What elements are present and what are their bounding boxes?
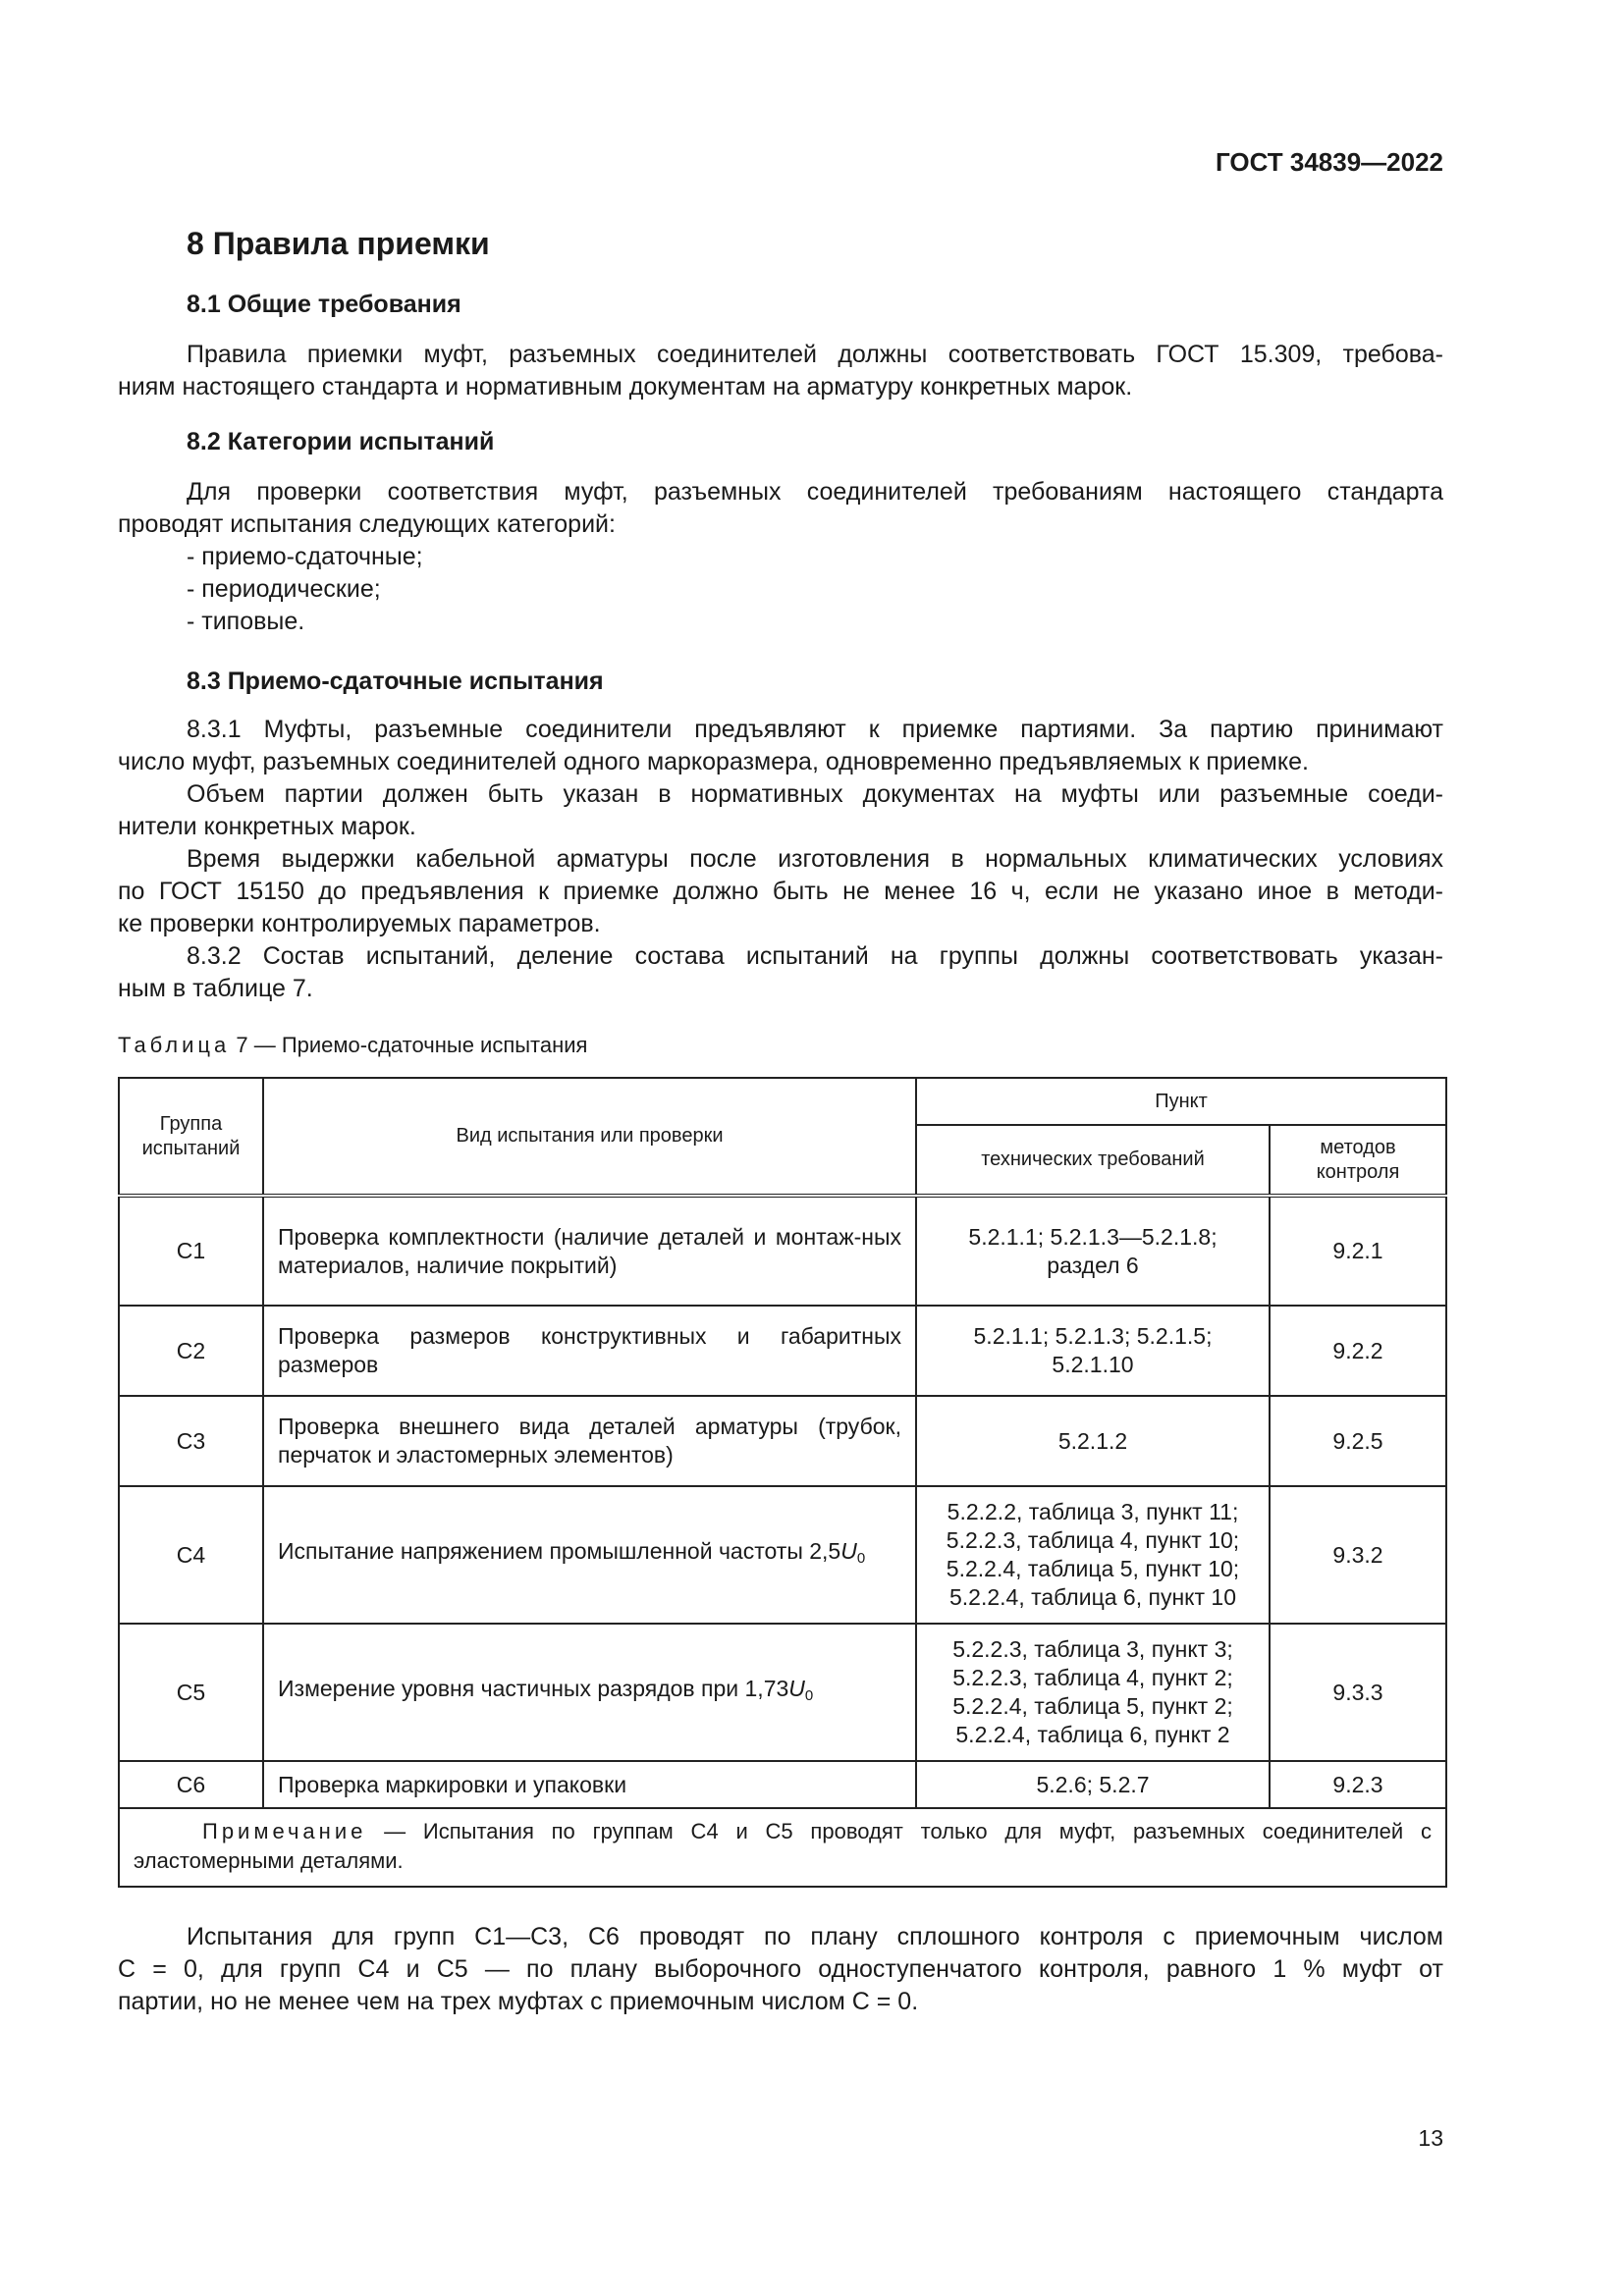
text-line: ниям настоящего стандарта и нормативным документам на арматуру конкретных марок. [118,373,1133,400]
cell-method: 9.2.2 [1270,1306,1446,1396]
text-line: Для проверки соответствия муфт, разъемных соединителей требованиям настоящего стандарта [187,478,1443,506]
header-tech: технических требований [916,1125,1270,1196]
list-item: - типовые. [187,608,305,635]
table-header-row [119,1078,1446,1125]
text-line: ке проверки контролируемых параметров. [118,910,601,937]
cell-tech [916,1196,1270,1306]
cell-desc [263,1624,916,1761]
desc-text: Измерение уровня частичных разрядов при 1,73 [278,1676,789,1701]
paragraph-8-1 [118,339,1443,403]
page-number: 13 [1418,2125,1443,2151]
text-line: ным в таблице 7. [118,975,313,1002]
list-item: - приемо-сдаточные; [187,543,423,570]
text-line: число муфт, разъемных соединителей одного маркоразмера, одновременно предъявляемых к приемке. [118,748,1309,775]
list-item: - периодические; [187,575,381,603]
table-row [119,1306,1446,1396]
table-row [119,1396,1446,1486]
tech-line: 5.2.2.3, таблица 3, пункт 3; [952,1636,1233,1662]
note-word: Примечание [202,1819,367,1843]
cell-desc: Проверка комплектности (наличие деталей и монтаж-ных материалов, наличие покрытий) [263,1196,916,1306]
tech-line: 5.2.2.4, таблица 6, пункт 2 [955,1722,1230,1747]
text-line: Испытания для групп С1—С3, С6 проводят по плану сплошного контроля с приемочным числом [187,1923,1443,1950]
header-point: Пункт [916,1078,1446,1125]
cell-method: 9.2.3 [1270,1761,1446,1808]
text-line: Время выдержки кабельной арматуры после изготовления в нормальных климатических условиях [187,845,1443,873]
table-caption-text: 7 — Приемо-сдаточные испытания [230,1033,588,1057]
table-caption [118,1033,587,1058]
text-line: по ГОСТ 15150 до предъявления к приемке должно быть не менее 16 ч, если не указано иное в методи- [118,878,1443,905]
table-note-row [119,1808,1446,1887]
table-row [119,1196,1446,1306]
cell-tech [916,1761,1270,1808]
cell-group: С3 [119,1396,263,1486]
section-title: 8 Правила приемки [187,226,490,261]
paragraph-after-table [118,1921,1443,2018]
cell-tech [916,1624,1270,1761]
cell-tech [916,1396,1270,1486]
cell-desc: Проверка размеров конструктивных и габаритных размеров [263,1306,916,1396]
text-line: 8.3.2 Состав испытаний, деление состава испытаний на группы должны соответствовать указан- [187,942,1443,970]
voltage-symbol: U [788,1676,805,1701]
table-7 [118,1077,1447,1888]
subsection-title-8-2: 8.2 Категории испытаний [187,428,495,455]
tech-line: 5.2.2.3, таблица 4, пункт 2; [952,1665,1233,1690]
tech-line: раздел 6 [1047,1252,1139,1278]
cell-desc [263,1486,916,1624]
header-group: Группа испытаний [119,1078,263,1196]
cell-group: С5 [119,1624,263,1761]
voltage-symbol: U [840,1538,857,1564]
table-note [119,1808,1446,1887]
text-line: С = 0, для групп С4 и С5 — по плану выборочного одноступенчатого контроля, равного 1 % муфт от [118,1955,1443,1983]
cell-desc: Проверка внешнего вида деталей арматуры (трубок, перчаток и эластомерных элементов) [263,1396,916,1486]
tech-line: 5.2.1.1; 5.2.1.3; 5.2.1.5; [973,1323,1213,1349]
table-row [119,1486,1446,1624]
cell-method: 9.3.3 [1270,1624,1446,1761]
table-caption-word: Таблица [118,1033,231,1057]
tech-line: 5.2.2.3, таблица 4, пункт 10; [946,1527,1240,1553]
text-line: Правила приемки муфт, разъемных соединителей должны соответствовать ГОСТ 15.309, требова- [187,341,1443,368]
cell-group: С2 [119,1306,263,1396]
cell-group: С1 [119,1196,263,1306]
cell-method: 9.3.2 [1270,1486,1446,1624]
tech-line: 5.2.2.2, таблица 3, пункт 11; [947,1499,1239,1524]
table-row [119,1761,1446,1808]
text-line: 8.3.1 Муфты, разъемные соединители предъявляют к приемке партиями. За партию принимают [187,716,1443,743]
paragraph-8-3 [118,714,1443,1005]
voltage-subscript: 0 [856,1550,866,1567]
tech-line: 5.2.1.1; 5.2.1.3—5.2.1.8; [968,1223,1218,1250]
cell-tech [916,1306,1270,1396]
cell-tech [916,1486,1270,1624]
cell-group: С6 [119,1761,263,1808]
desc-text: Испытание напряжением промышленной частоты 2,5 [278,1538,841,1564]
text-line: проводят испытания следующих категорий: [118,510,616,538]
standard-designation: ГОСТ 34839—2022 [1216,147,1443,177]
text-line: партии, но не менее чем на трех муфтах с приемочным числом С = 0. [118,1988,919,2015]
voltage-subscript: 0 [804,1687,814,1704]
header-methods: методов контроля [1270,1125,1446,1196]
cell-group: С4 [119,1486,263,1624]
note-text: — Испытания по группам С4 и С5 проводят только для муфт, разъемных соединителей с эластомерными деталями. [134,1819,1432,1873]
cell-desc: Проверка маркировки и упаковки [263,1761,916,1808]
text-line: нители конкретных марок. [118,813,416,840]
cell-method: 9.2.1 [1270,1196,1446,1306]
tech-line: 5.2.1.10 [1052,1352,1134,1377]
tech-line: 5.2.2.4, таблица 6, пункт 10 [948,1584,1236,1610]
tech-line: 5.2.2.4, таблица 5, пункт 10; [946,1556,1240,1581]
tech-line: 5.2.1.2 [1057,1427,1128,1454]
tech-line: 5.2.2.4, таблица 5, пункт 2; [952,1693,1233,1719]
text-line: Объем партии должен быть указан в нормативных документах на муфты или разъемные соеди- [187,780,1443,808]
header-kind: Вид испытания или проверки [263,1078,916,1196]
subsection-title-8-3: 8.3 Приемо-сдаточные испытания [187,667,604,695]
table-row [119,1624,1446,1761]
subsection-title-8-1: 8.1 Общие требования [187,291,461,318]
category-list [187,541,423,638]
paragraph-8-2 [118,476,1443,541]
tech-line: 5.2.6; 5.2.7 [1036,1771,1150,1797]
cell-method: 9.2.5 [1270,1396,1446,1486]
